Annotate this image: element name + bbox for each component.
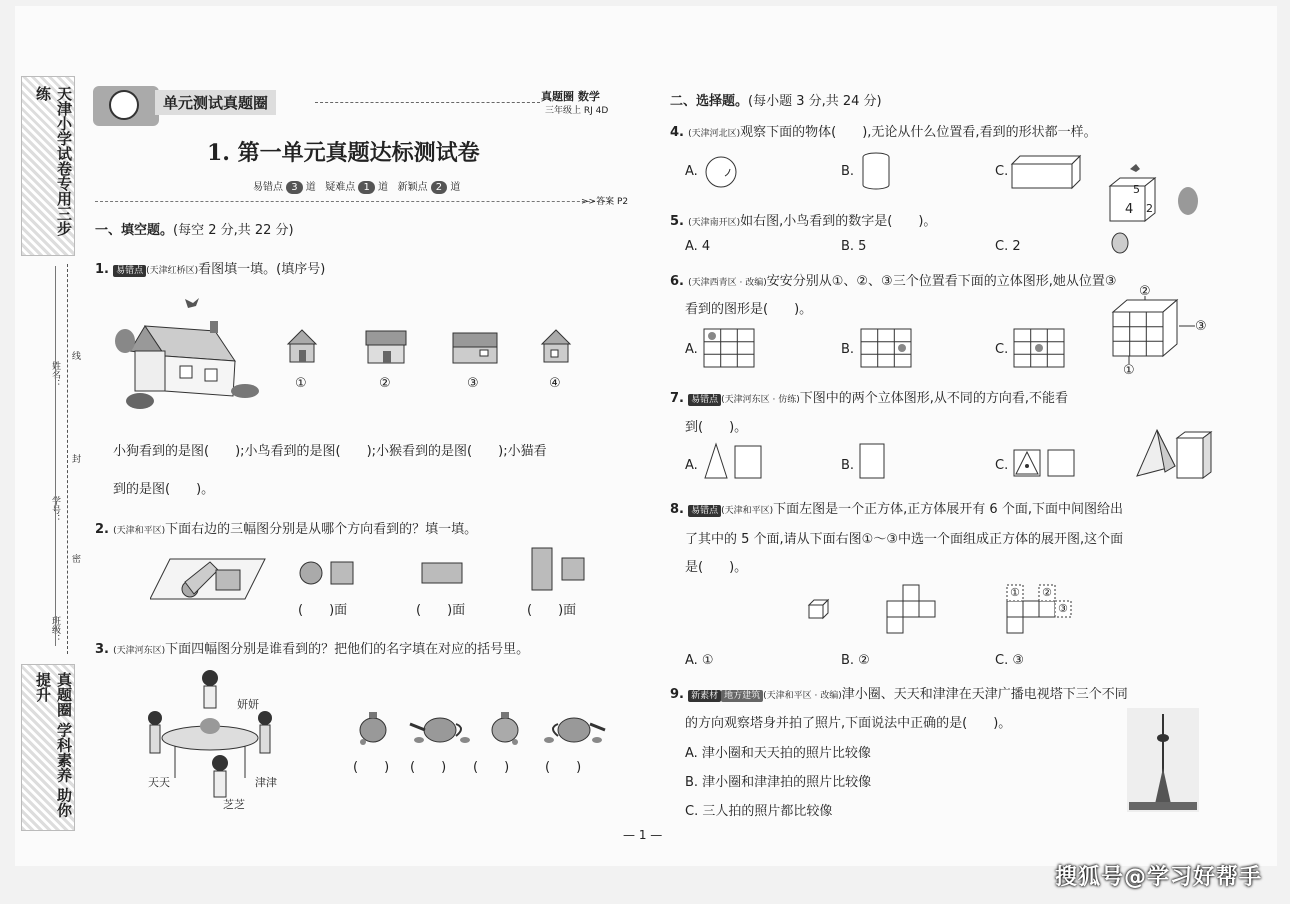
q2-view-2	[420, 558, 466, 588]
q5-option-c[interactable]: C. 2	[995, 239, 1021, 254]
field-line	[55, 266, 56, 646]
q7-views-b	[858, 442, 888, 482]
q9-option-c[interactable]: C. 三人拍的照片都比较像	[685, 804, 833, 819]
section2-title: 二、选择题。(每小题 3 分,共 24 分)	[670, 94, 882, 109]
view-label-2: ②	[379, 376, 391, 391]
q4-option-b[interactable]: B.	[841, 164, 855, 179]
section1-title: 一、填空题。(每空 2 分,共 22 分)	[95, 223, 294, 238]
cut-line	[67, 264, 68, 654]
q9-option-b[interactable]: B. 津小圈和津津拍的照片比较像	[685, 775, 872, 790]
q8-cube	[807, 598, 831, 620]
sphere-icon	[703, 154, 739, 190]
q8-option-c[interactable]: C. ③	[995, 653, 1024, 668]
name-jinjin: 津津	[255, 776, 277, 789]
stats-bar	[253, 178, 460, 193]
q7-option-b[interactable]: B.	[841, 458, 855, 473]
q8-mark-3: ③	[1058, 602, 1068, 615]
q8-mark-1: ①	[1010, 586, 1020, 599]
q3-blank-4[interactable]: ( )	[545, 760, 582, 775]
view-label-3: ③	[467, 376, 479, 391]
q7-stem-line2: 到( )。	[685, 420, 748, 435]
q6-option-b[interactable]: B.	[841, 342, 855, 357]
cube-num-side: 2	[1146, 202, 1153, 215]
q2-blank-3[interactable]: ( )面	[527, 603, 577, 618]
house-view-3	[450, 330, 500, 366]
field-name: 姓名：	[50, 361, 60, 388]
q8-option-b[interactable]: B. ②	[841, 653, 870, 668]
q2-solid-scene	[150, 554, 270, 604]
q7-option-a[interactable]: A.	[685, 458, 698, 473]
view-label-4: ④	[549, 376, 561, 391]
q5-option-a[interactable]: A. 4	[685, 239, 711, 254]
q2-blank-1[interactable]: ( )面	[298, 603, 348, 618]
mascot-face-icon	[109, 90, 139, 120]
stat-unit: 道	[378, 182, 389, 193]
q3-blank-1[interactable]: ( )	[353, 760, 390, 775]
q6-option-a[interactable]: A.	[685, 342, 698, 357]
q3-blank-3[interactable]: ( )	[473, 760, 510, 775]
q8-stem-line2: 了其中的 5 个面,请从下面右图①～③中选一个面组成正方体的展开图,这个面	[685, 532, 1124, 547]
q4-option-a[interactable]: A.	[685, 164, 698, 179]
q6-option-c[interactable]: C.	[995, 342, 1009, 357]
q6-grid-b	[860, 328, 912, 368]
q5-option-b[interactable]: B. 5	[841, 239, 867, 254]
house-view-4	[539, 326, 573, 366]
answer-ref: >>答案 P2	[581, 197, 629, 207]
side-top-label: 天津小学试卷专用三步练	[34, 86, 73, 236]
stat-unit: 道	[305, 182, 316, 193]
teapot-view-2	[405, 706, 475, 746]
q1-answer-line1[interactable]: 小狗看到的是图( );小鸟看到的是图( );小猴看到的是图( );小猫看	[113, 444, 547, 459]
exam-sheet	[15, 6, 1277, 866]
teapot-view-1	[355, 706, 391, 746]
q7-views-a	[703, 442, 765, 482]
cuboid-icon	[1010, 154, 1082, 190]
watermark: 搜狐号@学习好帮手	[1054, 865, 1262, 890]
stat-count: 1	[358, 181, 374, 194]
tv-tower-photo	[1127, 708, 1199, 812]
answer-divider	[95, 201, 610, 202]
q8-stem: 8. 易错点 (天津和平区)下面左图是一个正方体,正方体展开有 6 个面,下面中间图给出	[670, 502, 1123, 517]
q6-cube-stack	[1105, 296, 1205, 366]
stat-unit: 道	[450, 182, 461, 193]
q7-views-c	[1012, 446, 1078, 480]
q6-stem-line2: 看到的图形是( )。	[685, 302, 813, 317]
q1-stem: 1. 易错点 (天津红桥区)看图填一填。(填序号)	[95, 262, 326, 277]
name-yanyan: 妍妍	[237, 698, 259, 711]
name-tiantian: 天天	[148, 776, 170, 789]
name-zhizhi: 芝芝	[223, 798, 245, 811]
number-cube-figure	[1100, 161, 1210, 261]
teapot-view-3	[487, 706, 523, 746]
q9-stem-line2: 的方向观察塔身并拍了照片,下面说法中正确的是( )。	[685, 716, 1012, 731]
q6-pos-2: ②	[1139, 284, 1151, 299]
stat-label: 疑难点	[325, 182, 356, 193]
q2-view-3	[530, 546, 590, 592]
grade: 三年级上 RJ 4D	[545, 106, 609, 116]
house-scene	[105, 291, 265, 416]
q6-grid-a	[703, 328, 755, 368]
q6-pos-1: ①	[1123, 363, 1135, 378]
series-title: 单元测试真题圈	[155, 90, 276, 115]
q8-mark-2: ②	[1042, 586, 1052, 599]
q4-stem: 4. (天津河北区)观察下面的物体( ),无论从什么位置看,看到的形状都一样。	[670, 125, 1097, 140]
q3-stem: 3. (天津河东区)下面四幅图分别是谁看到的？把他们的名字填在对应的括号里。	[95, 642, 530, 657]
field-student-id: 学号：	[50, 496, 60, 523]
q8-stem-line3: 是( )。	[685, 560, 748, 575]
stat-label: 易错点	[253, 182, 283, 193]
side-bottom-label: 真题圈 学科素养 助你提升	[34, 672, 73, 818]
cube-num-top: 5	[1133, 183, 1140, 196]
stat-count: 3	[286, 181, 302, 194]
cube-num-front: 4	[1125, 202, 1134, 217]
stat-count: 2	[431, 181, 447, 194]
cylinder-icon	[860, 151, 892, 191]
cut-mark-2: 封	[70, 454, 80, 463]
q4-option-c[interactable]: C.	[995, 164, 1009, 179]
q7-option-c[interactable]: C.	[995, 458, 1009, 473]
q6-stem: 6. (天津西青区 · 改编)安安分别从①、②、③三个位置看下面的立体图形,她从位置③	[670, 274, 1117, 289]
stat-label: 新颖点	[397, 182, 428, 193]
header-dotted-line	[315, 102, 540, 103]
q5-stem: 5. (天津南开区)如右图,小鸟看到的数字是( )。	[670, 214, 937, 229]
q8-net-partial	[885, 584, 937, 636]
q1-answer-line2[interactable]: 到的是图( )。	[113, 482, 215, 497]
q2-view-1	[299, 558, 357, 588]
q7-solids	[1135, 426, 1215, 482]
q2-stem: 2. (天津和平区)下面右边的三幅图分别是从哪个方向看到的？填一填。	[95, 522, 478, 537]
cut-mark-3: 密	[70, 554, 80, 563]
q6-grid-c	[1013, 328, 1065, 368]
q2-blank-2[interactable]: ( )面	[416, 603, 466, 618]
q9-stem: 9. 新素材 地方建筑 (天津和平区 · 改编)津小圈、天天和津津在天津广播电视塔下三个不同	[670, 687, 1128, 702]
q3-blank-2[interactable]: ( )	[410, 760, 447, 775]
cut-mark-1: 线	[70, 351, 80, 360]
exam-title: 1. 第一单元真题达标测试卷	[207, 140, 480, 166]
q9-option-a[interactable]: A. 津小圈和天天拍的照片比较像	[685, 746, 871, 761]
q6-pos-3: ③	[1195, 319, 1207, 334]
house-view-1	[285, 326, 319, 366]
field-class: 班级：	[50, 616, 60, 643]
q7-stem: 7. 易错点 (天津河东区 · 仿练)下图中的两个立体图形,从不同的方向看,不能看	[670, 391, 1069, 406]
brand: 真题圈 数学	[541, 90, 600, 103]
page-number: — 1 —	[623, 828, 663, 842]
view-label-1: ①	[295, 376, 307, 391]
q8-option-a[interactable]: A. ①	[685, 653, 714, 668]
teapot-view-4	[539, 706, 609, 746]
house-view-2	[363, 328, 409, 366]
